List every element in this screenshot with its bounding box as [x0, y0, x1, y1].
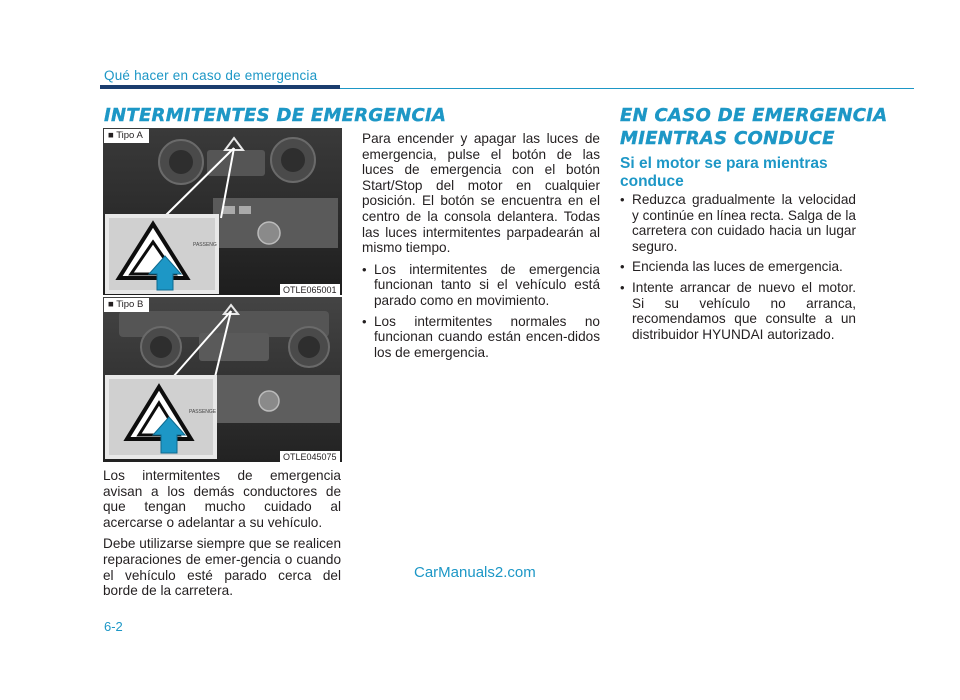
list-item: • Reduzca gradualmente la velocidad y continúe en línea recta. Salga de la carretera con cuidado hacia un lugar seguro.	[620, 192, 856, 254]
figure-type-b	[103, 297, 342, 462]
section-title: Qué hacer en caso de emergencia	[104, 68, 318, 83]
paragraph-warning-purpose: Los intermitentes de emergencia avisan a los demás conductores de que tengan mucho cuidado al acercarse o adelantar a su vehículo.	[103, 468, 341, 530]
svg-text:PASSENGE: PASSENGE	[189, 409, 217, 415]
list-item: • Los intermitentes normales no funcionan cuando están encen-didos los de emergencia.	[362, 314, 600, 361]
svg-text:PASSENG: PASSENG	[193, 242, 217, 248]
right-bullet-list	[620, 192, 856, 342]
heading-emergencia-conduce	[620, 104, 920, 150]
figure-type-a	[103, 128, 342, 295]
list-item: • Encienda las luces de emergencia.	[620, 259, 856, 275]
paragraph-how-to-activate: Para encender y apagar las luces de emergencia, pulse el botón de las luces de emergencia con el botón Start/Stop del motor en cualquier posición. El botón se encuentra en el centro de la consola delantera. Todas las luces intermitentes parpadearán al mismo tiempo.	[362, 131, 600, 256]
section-tab-bar	[100, 85, 340, 89]
heading-intermitentes: INTERMITENTES DE EMERGENCIA	[104, 105, 447, 126]
figure-a-label: ■ Tipo A	[104, 129, 149, 143]
figure-b-code: OTLE045075	[280, 451, 340, 464]
watermark-link[interactable]: CarManuals2.com	[414, 564, 536, 581]
list-item: • Los intermitentes de emergencia funcionan tanto si el vehículo está parado como en movimiento.	[362, 262, 600, 309]
heading-line-1: EN CASO DE EMERGENCIA	[620, 105, 888, 126]
hazard-console-photo-b	[103, 297, 342, 462]
page-number: 6-2	[104, 619, 123, 634]
subheading-motor-se-para: Si el motor se para mientras conduce	[620, 155, 828, 190]
figure-a-code: OTLE065001	[280, 284, 340, 297]
left-body-text	[103, 468, 341, 605]
figure-b-label: ■ Tipo B	[104, 298, 149, 312]
paragraph-when-to-use: Debe utilizarse siempre que se realicen reparaciones de emer-gencia o cuando el vehículo esté parado cerca del borde de la carretera.	[103, 536, 342, 599]
hazard-console-photo-a	[103, 128, 342, 295]
header-rule	[340, 88, 914, 89]
list-item: • Intente arrancar de nuevo el motor. Si su vehículo no arranca, recomendamos que consulte a un distribuidor HYUNDAI autorizado.	[620, 280, 856, 342]
heading-line-2: MIENTRAS CONDUCE	[620, 128, 835, 149]
middle-body-text	[362, 131, 600, 365]
right-body-text	[620, 192, 856, 347]
middle-bullet-list	[362, 262, 600, 361]
